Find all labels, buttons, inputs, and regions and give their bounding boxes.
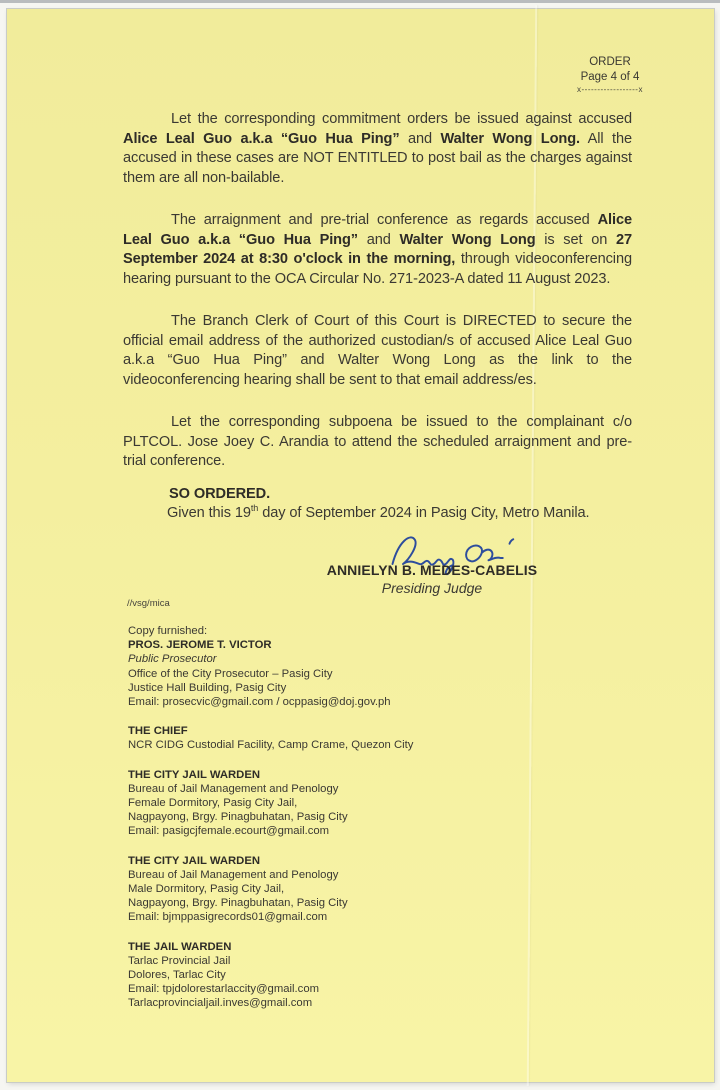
page-header — [555, 55, 665, 95]
text-segment: Alice Leal Guo a.k.a “Guo Hua Ping” — [123, 130, 400, 147]
copy-furnished-line: Email: bjmppasigrecords01@gmail.com — [128, 911, 328, 924]
text-segment: 27 September 2024 at 8:30 o'clock in the morning, — [123, 231, 632, 267]
copy-furnished-line: Public Prosecutor — [128, 653, 217, 666]
copy-furnished-line: Tarlacprovincialjail.inves@gmail.com — [128, 997, 313, 1010]
copy-furnished-block — [128, 724, 528, 752]
copy-furnished-section — [128, 624, 528, 1011]
copy-furnished-line: Nagpayong, Brgy. Pinagbuhatan, Pasig City — [128, 811, 348, 824]
copy-furnished-line: Bureau of Jail Management and Penology — [128, 782, 339, 795]
copy-furnished-block — [128, 768, 528, 839]
copy-furnished-block — [128, 854, 528, 925]
copy-furnished-line: Tarlac Provincial Jail — [128, 954, 231, 967]
court-order-page — [7, 9, 714, 1082]
text-segment: Walter Wong Long. — [440, 130, 580, 147]
so-ordered-line: SO ORDERED. — [169, 485, 271, 502]
copy-furnished-line: Dolores, Tarlac City — [128, 969, 226, 982]
signature-block — [277, 531, 587, 596]
copy-furnished-line: Email: tpjdolorestarlaccity@gmail.com — [128, 983, 320, 996]
text-segment: is set on — [535, 231, 616, 248]
copy-furnished-line: Nagpayong, Brgy. Pinagbuhatan, Pasig City — [128, 897, 348, 910]
text-segment: All the accused in these cases are NOT ENTITLED to post bail as the charges against them are all non-bailable. — [123, 130, 632, 186]
scan-edge-top — [0, 0, 720, 3]
copy-furnished-list — [128, 638, 528, 1010]
copy-furnished-line: THE CITY JAIL WARDEN — [128, 768, 261, 781]
text-segment: and — [358, 231, 400, 248]
text-segment: and — [399, 130, 441, 147]
copy-furnished-line: Female Dormitory, Pasig City Jail, — [128, 797, 298, 810]
copy-furnished-label: Copy furnished: — [128, 625, 208, 637]
copy-furnished-line: Justice Hall Building, Pasig City — [128, 681, 287, 694]
text-segment: The Branch Clerk of Court of this Court is DIRECTED to secure the official email address of the authorized custodian/s of accused Alice Leal Guo a.k.a “Guo Hua Ping” and Walter Wong Long as the link to the videoconferencing hearing shall be sent to that email address/es. — [123, 313, 632, 388]
copy-furnished-line: THE JAIL WARDEN — [128, 940, 232, 953]
text-segment: th — [250, 503, 259, 514]
order-body — [123, 110, 632, 524]
copy-furnished-line: Email: prosecvic@gmail.com / ocppasig@doj.gov.ph — [128, 696, 391, 709]
text-segment: Given this 19 — [167, 505, 251, 521]
text-segment: Walter Wong Long — [399, 231, 536, 248]
text-segment: day of September 2024 in Pasig City, Metro Manila. — [258, 505, 590, 521]
judge-title: Presiding Judge — [381, 580, 483, 596]
paragraph-branch-clerk-directive — [123, 312, 632, 390]
copy-furnished-block — [128, 940, 528, 1011]
copy-furnished-line: THE CHIEF — [128, 725, 188, 738]
paragraph-commitment-orders — [123, 110, 632, 188]
text-segment: Alice Leal Guo a.k.a “Guo Hua Ping” — [123, 212, 632, 248]
text-segment: The arraignment and pre-trial conference as regards accused — [171, 212, 598, 228]
copy-furnished-line: PROS. JEROME T. VICTOR — [128, 639, 272, 652]
paragraph-subpoena — [123, 413, 632, 472]
page-number: Page 4 of 4 — [580, 71, 640, 83]
header-separator: x------------------x — [577, 85, 643, 94]
text-segment: through videoconferencing hearing pursuant to the OCA Circular No. 271-2023-A dated 11 August 2023. — [123, 251, 632, 287]
copy-furnished-block — [128, 638, 528, 709]
copy-furnished-line: Email: pasigcjfemale.ecourt@gmail.com — [128, 825, 330, 838]
clerk-initials: //vsg/mica — [127, 598, 170, 609]
judge-name: ANNIELYN B. MEDES-CABELIS — [326, 562, 538, 578]
copy-furnished-line: NCR CIDG Custodial Facility, Camp Crame, Quezon City — [128, 739, 414, 752]
text-segment: Let the corresponding subpoena be issued to the complainant c/o PLTCOL. Jose Joey C. Arandia to attend the scheduled arraignment and pre-trial conference. — [123, 414, 632, 469]
copy-furnished-line: Bureau of Jail Management and Penology — [128, 868, 339, 881]
copy-furnished-line: Male Dormitory, Pasig City Jail, — [128, 883, 285, 896]
given-date-line — [167, 504, 632, 524]
copy-furnished-line: Office of the City Prosecutor – Pasig City — [128, 667, 333, 680]
order-label: ORDER — [589, 56, 631, 68]
paragraph-arraignment-schedule — [123, 211, 632, 289]
text-segment: Let the corresponding commitment orders be issued against accused — [171, 111, 632, 127]
copy-furnished-line: THE CITY JAIL WARDEN — [128, 854, 261, 867]
